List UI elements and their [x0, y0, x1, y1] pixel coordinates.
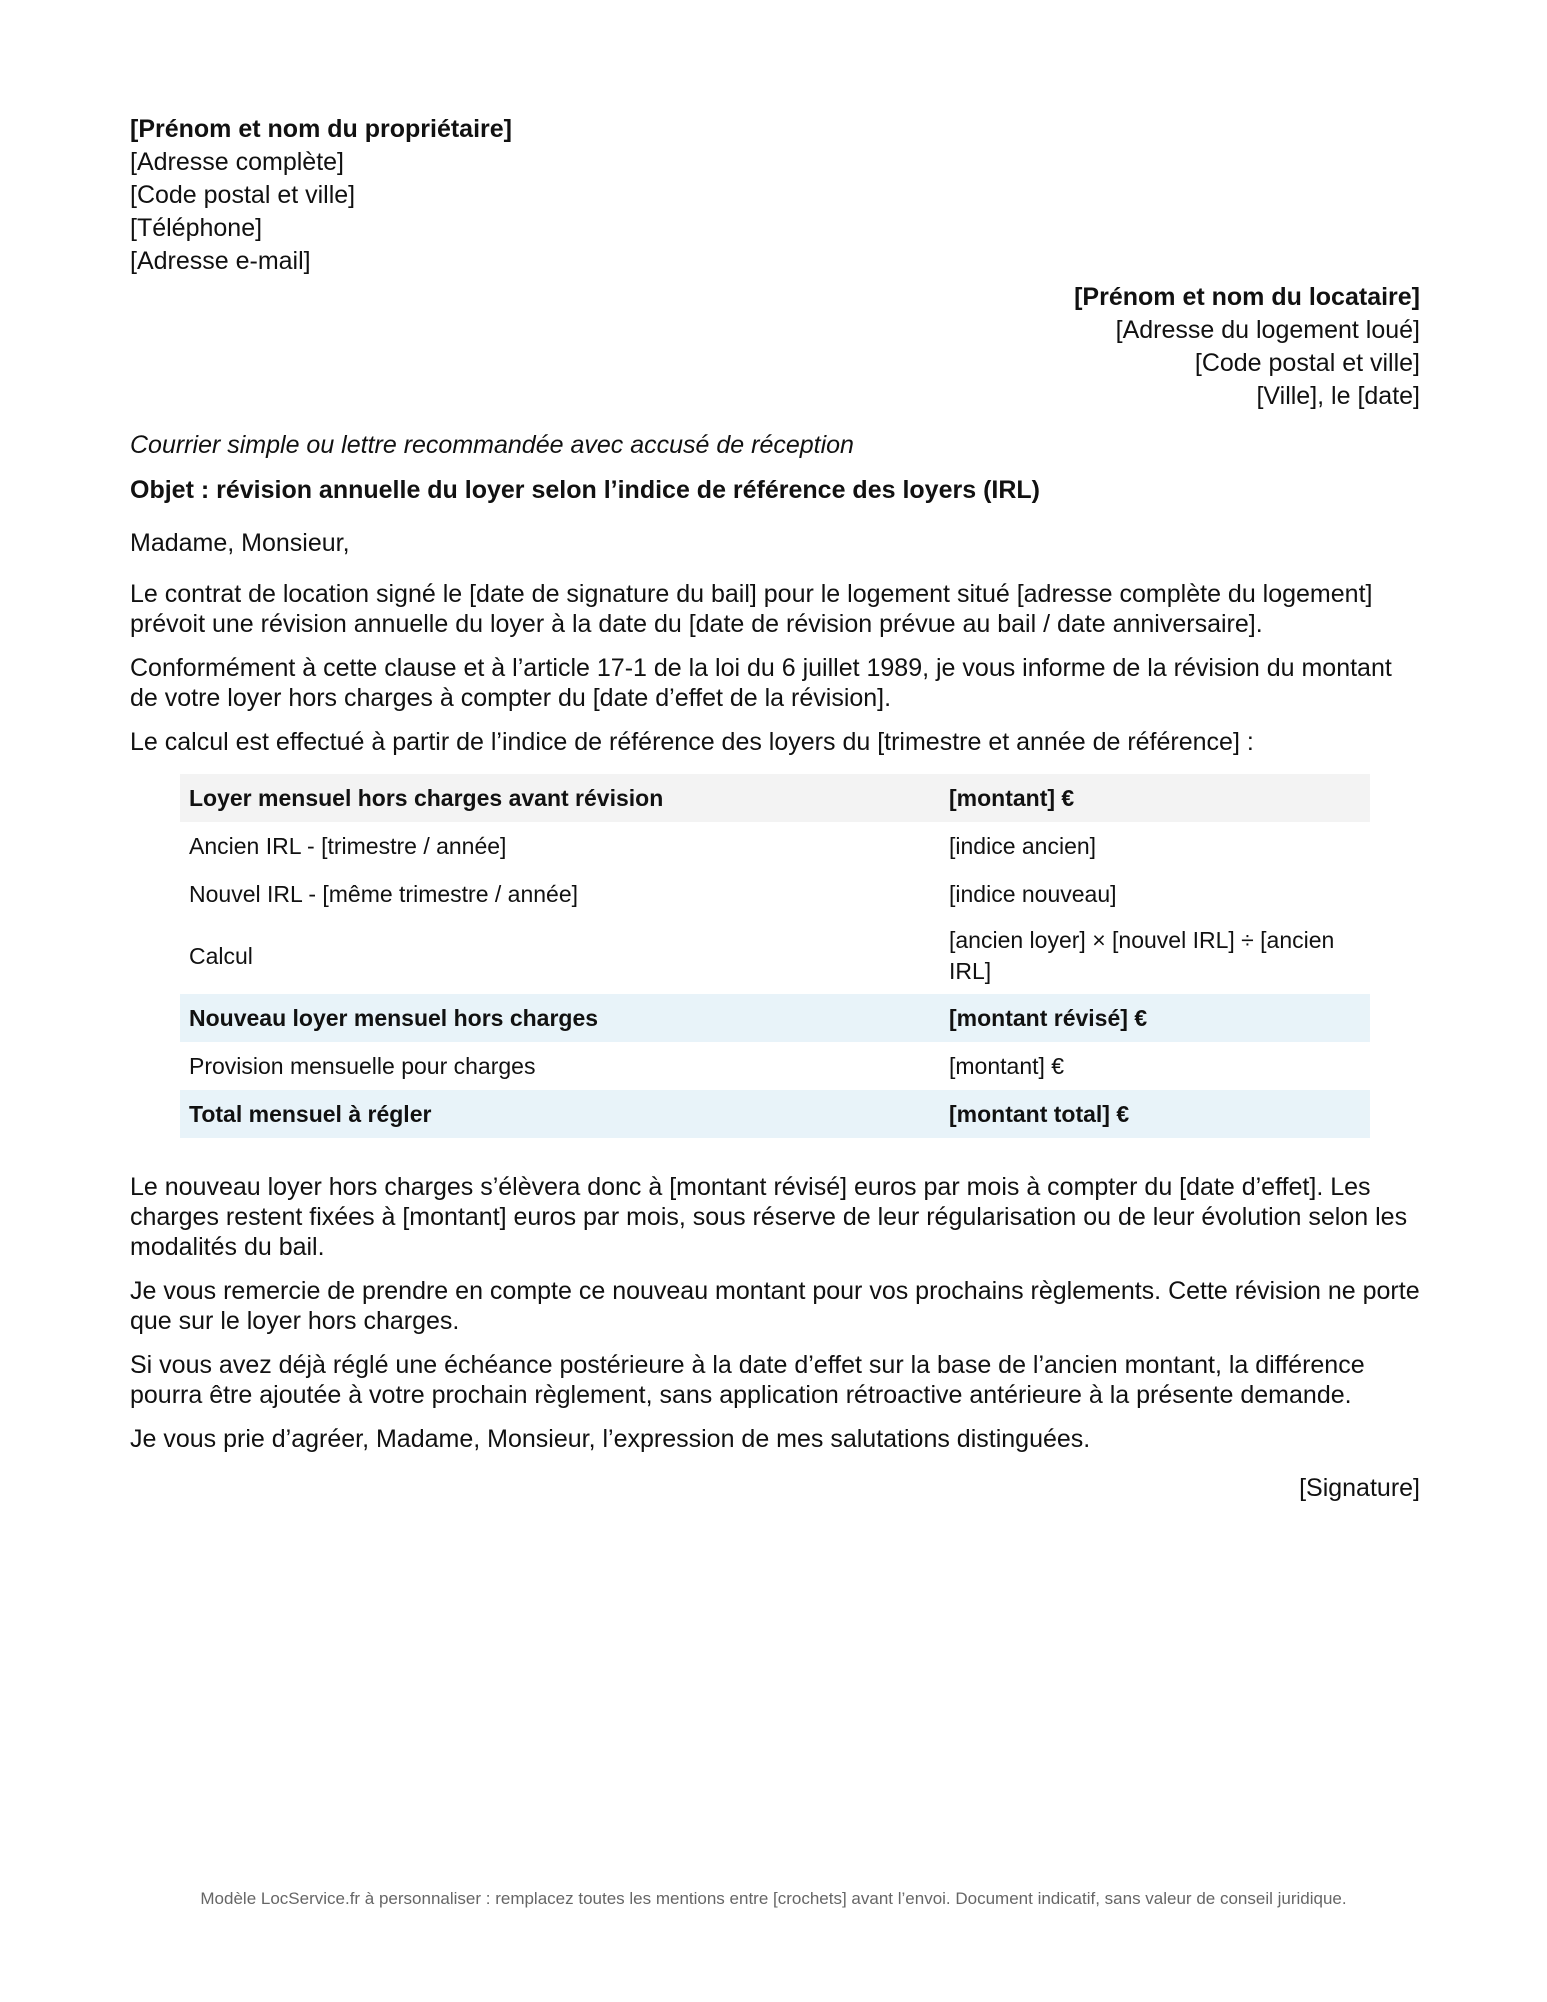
table-row [180, 1042, 1370, 1090]
row-label: Provision mensuelle pour charges [189, 1052, 536, 1079]
paragraph-legal-basis: Conformément à cette clause et à l’article 17-1 de la loi du 6 juillet 1989, je vous informe de la révision du montant de votre loyer hors charges à compter du [date d’effet de la révision]. [130, 654, 1392, 712]
owner-phone: [Téléphone] [130, 214, 263, 242]
row-label: Nouveau loyer mensuel hors charges [189, 1004, 599, 1031]
owner-name: [Prénom et nom du propriétaire] [130, 115, 512, 143]
paragraph-prior-payment: Si vous avez déjà réglé une échéance postérieure à la date d’effet sur la base de l’ancien montant, la différence pourra être ajoutée à votre prochain règlement, sans application rétroactive antérieure à la présente demande. [130, 1351, 1365, 1409]
letter-page [130, 113, 1420, 1505]
owner-address: [Adresse complète] [130, 148, 344, 176]
tenant-block [130, 281, 1420, 413]
table-row [180, 822, 1370, 870]
table-row [180, 994, 1370, 1042]
sending-mode: Courrier simple ou lettre recommandée avec accusé de réception [130, 431, 854, 459]
rent-calculation-table [180, 774, 1370, 1138]
owner-email: [Adresse e-mail] [130, 247, 311, 275]
row-label: Loyer mensuel hors charges avant révision [189, 784, 664, 811]
row-label: Total mensuel à régler [189, 1100, 432, 1127]
signature: [Signature] [1299, 1474, 1420, 1502]
owner-block [130, 113, 1420, 278]
row-label: Ancien IRL - [trimestre / année] [189, 832, 507, 859]
letter-subject: Objet : révision annuelle du loyer selon l’indice de référence des loyers (IRL) [130, 476, 1040, 504]
footer-note: Modèle LocService.fr à personnaliser : remplacez toutes les mentions entre [crochets] avant l’envoi. Document indicatif, sans valeur de conseil juridique. [200, 1889, 1347, 1908]
greeting: Madame, Monsieur, [130, 529, 350, 557]
table-row [180, 774, 1370, 822]
tenant-name: [Prénom et nom du locataire] [1074, 283, 1420, 311]
tenant-postal-city: [Code postal et ville] [1194, 349, 1420, 377]
table-row [180, 918, 1370, 994]
row-label: Nouvel IRL - [même trimestre / année] [189, 880, 579, 907]
row-value: [montant total] € [949, 1100, 1130, 1127]
row-value: [indice ancien] [949, 832, 1097, 859]
paragraph-new-rent: Le nouveau loyer hors charges s’élèvera donc à [montant révisé] euros par mois à compter du [date d’effet]. Les charges restent fixées à [montant] euros par mois, sous réserve de leur régularisation ou de leur évolution selon les modalités du bail. [130, 1173, 1408, 1261]
row-label: Calcul [189, 942, 253, 969]
paragraph-calculation-intro: Le calcul est effectué à partir de l’indice de référence des loyers du [trimestre et année de référence] : [130, 728, 1254, 756]
paragraph-contract: Le contrat de location signé le [date de signature du bail] pour le logement situé [adresse complète du logement] prévoit une révision annuelle du loyer à la date du [date de révision prévue au bail / date anniversaire]. [130, 580, 1373, 638]
paragraph-thanks: Je vous remercie de prendre en compte ce nouveau montant pour vos prochains règlements. Cette révision ne porte que sur le loyer hors charges. [130, 1277, 1420, 1335]
paragraph-closing: Je vous prie d’agréer, Madame, Monsieur, l’expression de mes salutations distinguées. [130, 1425, 1091, 1453]
place-date: [Ville], le [date] [1256, 382, 1420, 410]
owner-postal-city: [Code postal et ville] [130, 181, 356, 209]
row-value: [montant révisé] € [949, 1004, 1148, 1031]
row-value: [indice nouveau] [949, 880, 1117, 907]
row-value: [ancien loyer] × [nouvel IRL] ÷ [ancien IRL] [949, 927, 1335, 984]
table-row [180, 870, 1370, 918]
table-row [180, 1090, 1370, 1138]
row-value: [montant] € [949, 1052, 1065, 1079]
row-value: [montant] € [949, 784, 1075, 811]
tenant-address: [Adresse du logement loué] [1115, 316, 1420, 344]
